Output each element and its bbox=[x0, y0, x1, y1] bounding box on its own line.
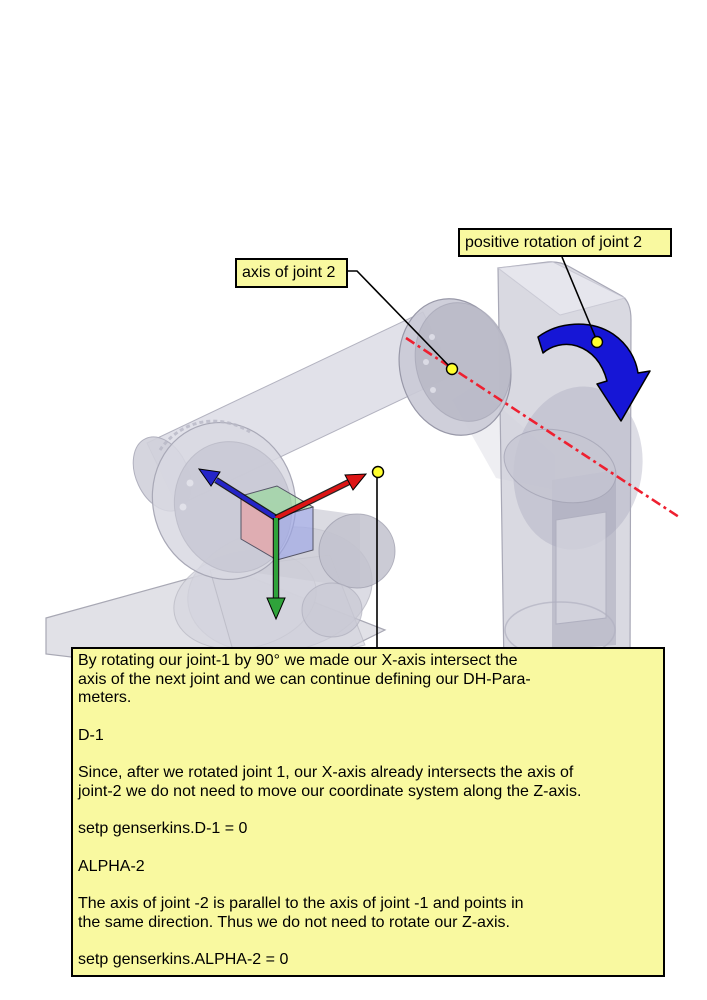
column-inner-frame bbox=[556, 512, 606, 624]
dh-parameter-note-box bbox=[71, 647, 665, 977]
info-paragraph: Since, after we rotated joint 1, our X-axis already intersects the axis of joint-2 we do not need to move our coordinate system along the Z-axis. bbox=[78, 764, 582, 800]
info-paragraph: setp genserkins.D-1 = 0 bbox=[78, 820, 248, 838]
info-box-content bbox=[78, 652, 659, 970]
positive-rotation-callout: positive rotation of joint 2 bbox=[458, 228, 672, 257]
base-column bbox=[496, 262, 655, 670]
axis-of-joint2-callout: axis of joint 2 bbox=[235, 258, 348, 288]
rotation-marker-dot bbox=[592, 337, 603, 348]
info-paragraph: ALPHA-2 bbox=[78, 857, 145, 875]
elbow-ball bbox=[319, 514, 395, 588]
info-paragraph: D-1 bbox=[78, 726, 104, 744]
origin-marker-dot bbox=[373, 467, 384, 478]
joint2-axis-marker-dot bbox=[447, 364, 458, 375]
info-paragraph: By rotating our joint-1 by 90° we made our X-axis intersect the axis of the next joint and we can continue defining our DH-Para- meters. bbox=[78, 652, 531, 707]
info-paragraph: The axis of joint -2 is parallel to the axis of joint -1 and points in the same direction. Thus we do not need to rotate our Z-axis. bbox=[78, 895, 524, 931]
info-paragraph: setp genserkins.ALPHA-2 = 0 bbox=[78, 951, 289, 969]
wrist-ball bbox=[302, 583, 362, 637]
